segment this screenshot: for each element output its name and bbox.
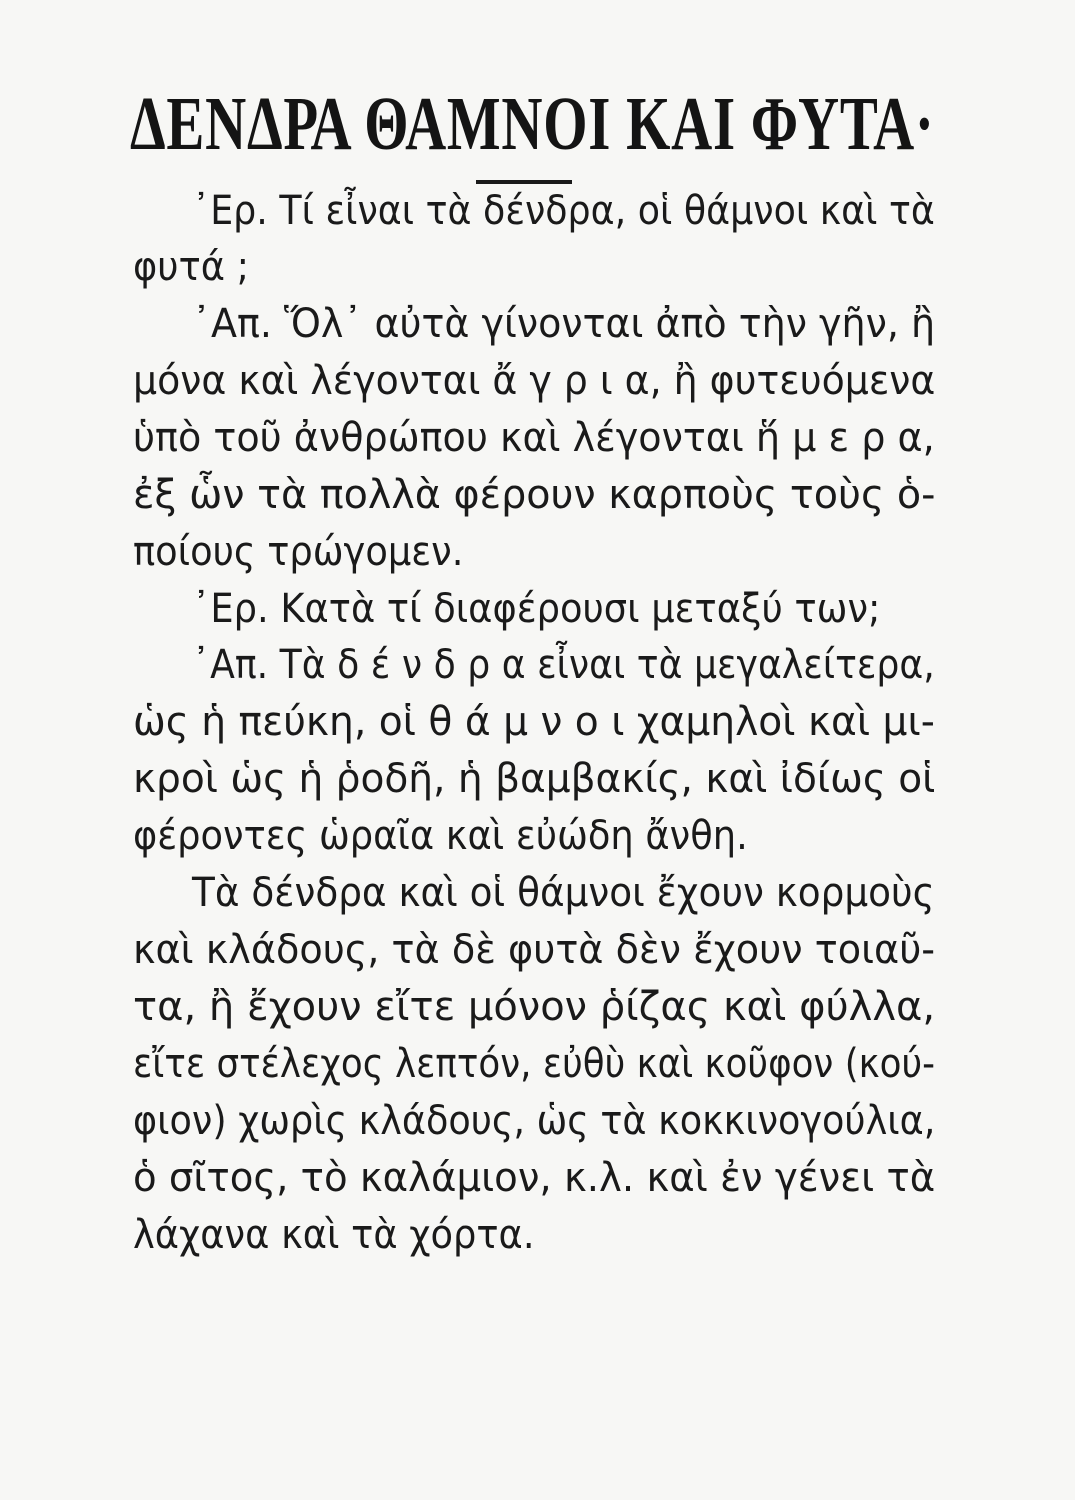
text-line-10: ὡς ἡ πεύκη, οἱ θ ά μ ν ο ι χαμηλοὶ καὶ μι- bbox=[133, 699, 935, 745]
text-line-7: ποίους τρώγομεν. bbox=[133, 529, 464, 575]
text-line-6: ἐξ ὧν τὰ πολλὰ φέρουν καρποὺς τοὺς ὁ- bbox=[133, 472, 936, 518]
text-line-2: φυτά ; bbox=[133, 244, 250, 290]
text-line-18: ὁ σῖτος, τὸ καλάμιον, κ.λ. καὶ ἐν γένει τὰ bbox=[133, 1155, 936, 1201]
text-line-4: μόνα καὶ λέγονται ἄ γ ρ ι α, ἢ φυτευόμενα bbox=[133, 358, 936, 404]
text-line-16: εἴτε στέλεχος λεπτόν, εὐθὺ καὶ κοῦφον (κού- bbox=[133, 1041, 936, 1087]
text-line-5: ὑπὸ τοῦ ἀνθρώπου καὶ λέγονται ἥ μ ε ρ α, bbox=[133, 415, 935, 461]
text-line-19: λάχανα καὶ τὰ χόρτα. bbox=[133, 1212, 535, 1258]
text-line-14: καὶ κλάδους, τὰ δὲ φυτὰ δὲν ἔχουν τοιαῦ- bbox=[133, 927, 936, 973]
text-line-12: φέροντες ὡραῖα καὶ εὐώδη ἄνθη. bbox=[133, 813, 748, 859]
text-line-3: ᾿Απ. Ὅλ᾿ αὐτὰ γίνονται ἀπὸ τὴν γῆν, ἢ bbox=[192, 301, 936, 347]
section-heading: ΔΕΝΔΡΑ ΘΑΜΝΟΙ ΚΑΙ ΦΥΤΑ· bbox=[130, 82, 935, 166]
text-line-13: Τὰ δένδρα καὶ οἱ θάμνοι ἔχουν κορμοὺς bbox=[192, 870, 935, 916]
text-line-11: κροὶ ὡς ἡ ῥοδῆ, ἡ βαμβακίς, καὶ ἰδίως οἱ bbox=[133, 756, 936, 802]
text-line-9: ᾿Απ. Τὰ δ έ ν δ ρ α εἶναι τὰ μεγαλείτερα, bbox=[192, 642, 935, 688]
text-line-8: ᾿Ερ. Κατὰ τί διαφέρουσι μεταξύ των; bbox=[192, 586, 881, 632]
text-line-15: τα, ἢ ἔχουν εἴτε μόνον ῥίζας καὶ φύλλα, bbox=[133, 984, 936, 1030]
text-line-1: ᾿Ερ. Τί εἶναι τὰ δένδρα, οἱ θάμνοι καὶ τὰ bbox=[192, 188, 935, 234]
text-line-17: φιον) χωρὶς κλάδους, ὡς τὰ κοκκινογούλια, bbox=[133, 1098, 936, 1144]
